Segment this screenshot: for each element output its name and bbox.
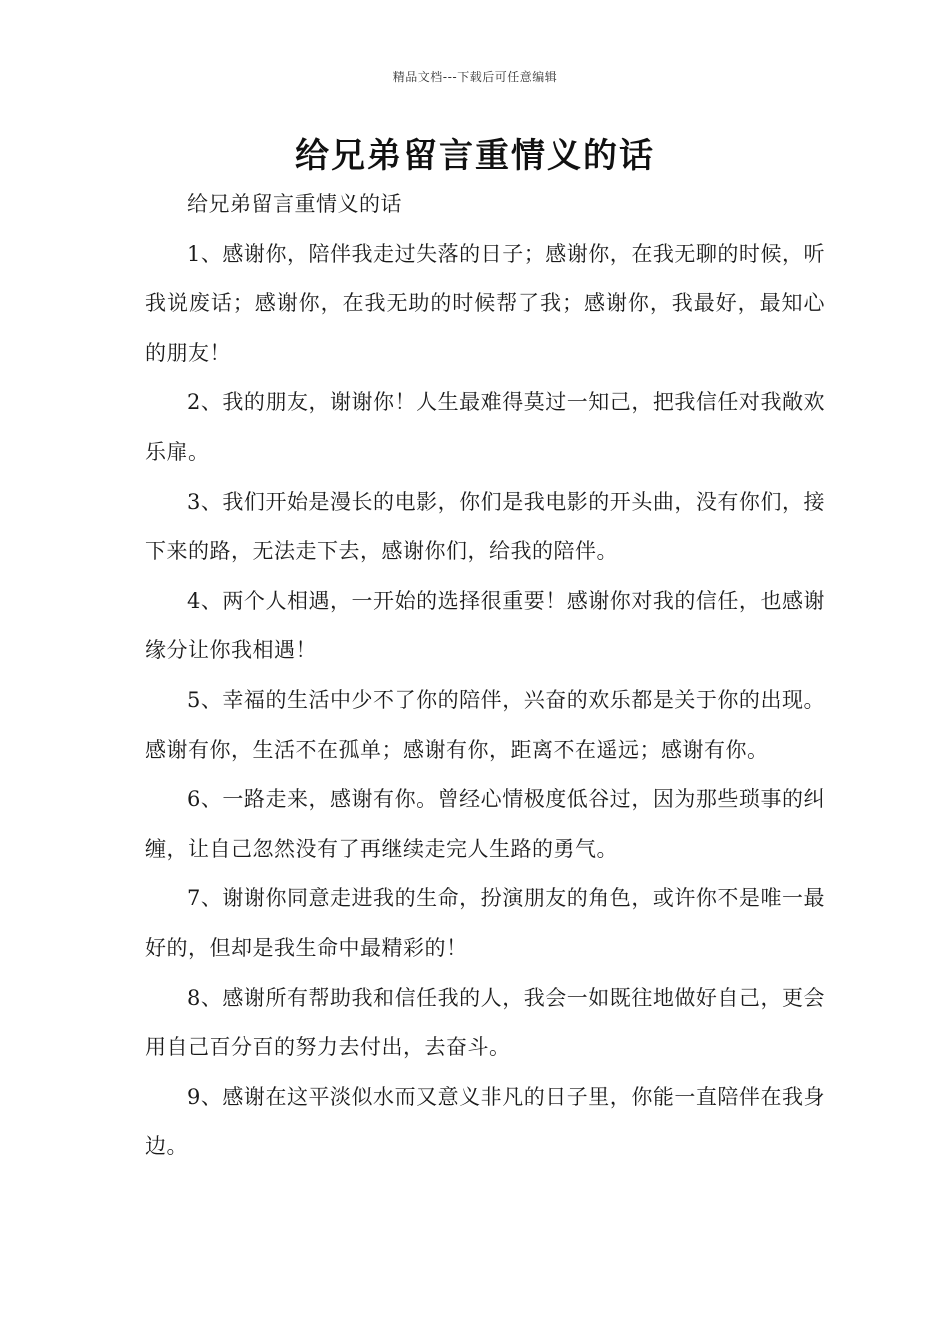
paragraph-3: 3、我们开始是漫长的电影，你们是我电影的开头曲，没有你们，接下来的路，无法走下去，感谢你们，给我的陪伴。 [145, 489, 825, 564]
subtitle-paragraph: 给兄弟留言重情义的话 [187, 192, 402, 216]
document-title: 给兄弟留言重情义的话 [295, 136, 655, 176]
header-note: 精品文档---下载后可任意编辑 [392, 70, 558, 84]
paragraph-8: 8、感谢所有帮助我和信任我的人，我会一如既往地做好自己，更会用自己百分百的努力去付出，去奋斗。 [145, 985, 825, 1060]
paragraph-4: 4、两个人相遇，一开始的选择很重要！感谢你对我的信任，也感谢缘分让你我相遇！ [145, 588, 825, 663]
document-body [145, 180, 825, 1172]
paragraph-5: 5、幸福的生活中少不了你的陪伴，兴奋的欢乐都是关于你的出现。感谢有你，生活不在孤单；感谢有你，距离不在遥远；感谢有你。 [145, 687, 825, 762]
paragraph-2: 2、我的朋友，谢谢你！人生最难得莫过一知己，把我信任对我敞欢乐扉。 [145, 390, 825, 464]
paragraph-1: 1、感谢你，陪伴我走过失落的日子；感谢你，在我无聊的时候，听我说废话；感谢你，在我无助的时候帮了我；感谢你，我最好，最知心的朋友！ [145, 241, 825, 365]
paragraph-7: 7、谢谢你同意走进我的生命，扮演朋友的角色，或许你不是唯一最好的，但却是我生命中最精彩的！ [145, 886, 825, 960]
paragraph-6: 6、一路走来，感谢有你。曾经心情极度低谷过，因为那些琐事的纠缠，让自己忽然没有了再继续走完人生路的勇气。 [145, 787, 825, 861]
paragraph-9: 9、感谢在这平淡似水而又意义非凡的日子里，你能一直陪伴在我身边。 [145, 1084, 825, 1159]
